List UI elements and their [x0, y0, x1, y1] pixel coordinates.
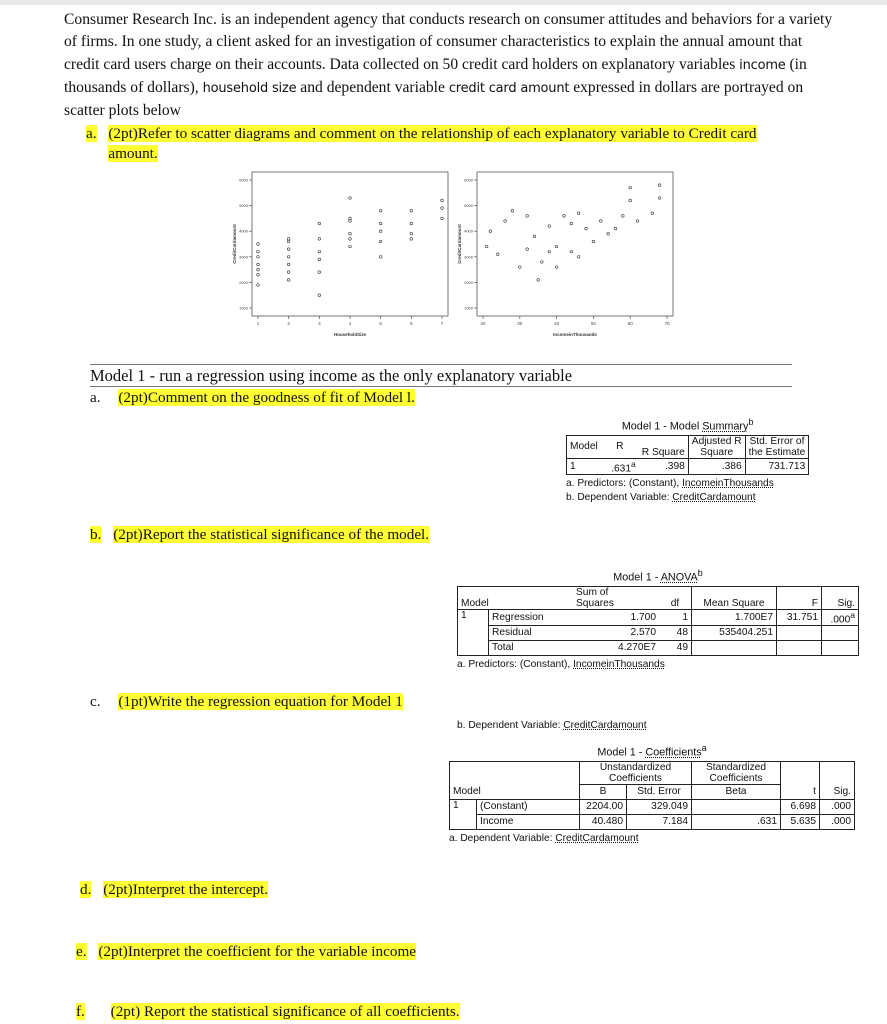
scatter-household-point — [318, 250, 321, 253]
anova-header-f: F — [777, 586, 822, 609]
scatter-income-point — [629, 186, 632, 189]
scatter-income-point — [636, 220, 639, 223]
scatter-income-point — [607, 232, 610, 235]
question-d-text: (2pt)Interpret the intercept. — [103, 881, 269, 898]
scatter-income-point — [533, 235, 536, 238]
scatter-household-point — [257, 268, 260, 271]
scatter-household — [230, 166, 456, 345]
coef-row-constant-se: 329.049 — [627, 799, 692, 814]
anova-model: 1 — [458, 609, 489, 655]
intro-paragraph — [64, 9, 834, 122]
summary-se: 731.713 — [745, 458, 809, 474]
scatter-income-xtick-label: 70 — [664, 321, 670, 326]
scatter-income-point — [519, 266, 522, 269]
coef-header-std: Standardized Coefficients — [692, 761, 781, 784]
scatter-household-point — [410, 238, 413, 241]
coef-row-constant-sig: .000 — [820, 799, 855, 814]
scatter-income-point — [622, 215, 625, 218]
anova-row-regression-sig: .000$^a$ — [822, 609, 859, 625]
intro-text-3: and dependent variable — [296, 78, 449, 96]
scatter-income-xtick-label: 30 — [517, 321, 523, 326]
question-c — [90, 692, 403, 712]
scatter-household-point — [318, 222, 321, 225]
scatter-income-point — [548, 225, 551, 228]
intro-text-4: expressed in dollars are portrayed on scatter plots below — [64, 78, 804, 120]
scatter-income-point — [592, 240, 595, 243]
scatter-household-point — [318, 271, 321, 274]
scatter-household-point — [349, 217, 352, 220]
scatter-household-point — [349, 238, 352, 241]
scatter-household-xtick-label: 1 — [256, 321, 260, 326]
intro-var-income: income — [739, 57, 786, 73]
scatter-income-ylabel: CreditCardamount — [457, 224, 462, 264]
scatter-household-ytick-label: 1000 — [239, 305, 248, 311]
question-b — [90, 525, 429, 545]
scatter-household-point — [410, 222, 413, 225]
scatter-income-xtick-label: 20 — [480, 321, 486, 326]
model1-title: Model 1 - run a regression using income as the only explanatory variable — [90, 366, 792, 387]
scatter-income-ytick-label: 3000 — [464, 254, 473, 260]
scatter-household-point — [410, 232, 413, 235]
coef-model: 1 — [450, 799, 477, 829]
scatter-household-point — [349, 232, 352, 235]
model-summary-title: Model 1 - Model Summary$^b$ — [621, 417, 754, 433]
scatter-income-ytick-label: 5000 — [464, 203, 473, 209]
anova-header-model: Model — [458, 586, 574, 609]
scatter-household-xtick-label: 2 — [287, 321, 290, 326]
anova-header-ms: Mean Square — [692, 586, 777, 609]
coef-row-constant-t: 6.698 — [781, 799, 820, 814]
scatter-income-point — [599, 220, 602, 223]
scatter-household-xtick-label: 6 — [410, 321, 413, 326]
scatter-income-svg — [455, 166, 681, 340]
scatter-income-point — [570, 222, 573, 225]
anova-row-total-sig — [822, 640, 859, 655]
scatter-household-ylabel: CreditCardamount — [232, 224, 237, 264]
summary-rsq: .398 — [639, 458, 689, 474]
question-model-a-label: a. — [90, 389, 101, 406]
scatter-household-point — [318, 258, 321, 261]
scatter-income-point — [658, 197, 661, 200]
scatter-household-point — [318, 294, 321, 297]
scatter-income-point — [577, 256, 580, 259]
summary-adj: .386 — [688, 458, 745, 474]
anova-row-total-f — [777, 640, 822, 655]
coef-header-blank — [450, 761, 580, 784]
coef-dependent-note: b. Dependent Variable: CreditCardamount — [457, 720, 647, 731]
summary-header-rsq: R Square — [639, 435, 689, 458]
anova-row-residual-ms: 535404.251 — [692, 625, 777, 640]
scatter-household-svg — [230, 166, 456, 340]
scatter-household-ytick-label: 5000 — [239, 203, 248, 209]
anova-header-df: df — [659, 586, 692, 609]
scatter-household-frame — [252, 172, 448, 316]
intro-text-1: Consumer Research Inc. is an independent agency that conducts research on consumer attitudes and behaviors for a variety of firms. In one study, a client asked for an investigation of consumer characteristics to explain the annual amount that credit card users charge on their accounts. Data collected on 50 credit card holders on explanatory variables — [64, 11, 833, 73]
anova-row-residual-df: 48 — [659, 625, 692, 640]
scatter-income-point — [651, 212, 654, 215]
scatter-income-point — [585, 227, 588, 230]
scatter-household-point — [410, 209, 413, 212]
scatter-income-point — [555, 266, 558, 269]
anova-row-residual-f — [777, 625, 822, 640]
scatter-household-point — [441, 217, 444, 220]
scatter-household-point — [379, 209, 382, 212]
coef-header-beta: Beta — [692, 784, 781, 799]
coef-row-income-t: 5.635 — [781, 814, 820, 829]
question-a-text: (2pt)Refer to scatter diagrams and comment on the relationship of each explanatory variable to Credit card amount. — [108, 125, 757, 162]
coef-title: Model 1 - Coefficients$^a$ — [597, 743, 707, 759]
summary-header-r: R — [601, 435, 639, 458]
scatter-income — [455, 166, 681, 345]
scatter-household-xtick-label: 7 — [440, 321, 444, 326]
scatter-income-point — [485, 245, 488, 248]
anova-note-a: a. Predictors: (Constant), IncomeinThousands — [457, 658, 665, 670]
summary-r: .631$^a$ — [601, 458, 639, 474]
scatter-household-point — [379, 222, 382, 225]
question-e — [76, 942, 416, 962]
question-f-label: f. — [76, 1003, 85, 1020]
coef-row-income-sig: .000 — [820, 814, 855, 829]
intro-text-2: (in thousands of dollars), — [64, 55, 807, 96]
anova-row-regression-ms: 1.700E7 — [692, 609, 777, 625]
summary-header-model: Model — [567, 435, 601, 458]
anova-table — [457, 568, 859, 670]
scatter-income-point — [614, 227, 617, 230]
scatter-income-point — [526, 215, 529, 218]
intro-var-credit: credit card amount — [448, 80, 570, 96]
anova-row-regression-df: 1 — [659, 609, 692, 625]
scatter-household-point — [379, 230, 382, 233]
model-summary-table — [566, 417, 809, 503]
top-bar — [0, 0, 887, 5]
scatter-household-point — [441, 207, 444, 210]
anova-row-regression-ss: 1.700 — [573, 609, 659, 625]
scatter-household-point — [379, 256, 382, 259]
coef-row-income-se: 7.184 — [627, 814, 692, 829]
scatter-household-point — [257, 256, 260, 259]
scatter-household-point — [349, 220, 352, 223]
anova-row-residual-ss: 2.570 — [573, 625, 659, 640]
scatter-income-point — [548, 250, 551, 253]
scatter-income-point — [570, 250, 573, 253]
scatter-household-xtick-label: 3 — [318, 321, 321, 326]
scatter-income-frame — [477, 172, 673, 316]
scatter-household-ytick-label: 6000 — [239, 177, 248, 183]
anova-row-total-name: Total — [489, 640, 574, 655]
scatter-household-point — [287, 248, 290, 251]
scatter-household-point — [349, 245, 352, 248]
scatter-household-point — [257, 263, 260, 266]
scatter-income-point — [577, 212, 580, 215]
anova-row-residual-sig — [822, 625, 859, 640]
scatter-income-point — [541, 261, 544, 264]
summary-header-se: Std. Error of the Estimate — [745, 435, 809, 458]
coef-header-unstd: Unstandardized Coefficients — [580, 761, 692, 784]
coef-header-sig: Sig. — [820, 784, 855, 799]
summary-note-b: b. Dependent Variable: CreditCardamount — [566, 491, 756, 503]
scatter-household-point — [257, 250, 260, 253]
scatter-household-point — [287, 263, 290, 266]
scatter-household-point — [287, 279, 290, 282]
scatter-household-xtick-label: 5 — [379, 321, 382, 326]
scatter-household-point — [349, 197, 352, 200]
coef-header-se: Std. Error — [627, 784, 692, 799]
scatter-household-point — [287, 240, 290, 243]
question-c-text: (1pt)Write the regression equation for Model 1 — [118, 693, 403, 710]
anova-header-ss: Sum of Squares — [573, 586, 659, 609]
scatter-income-xtick-label: 40 — [554, 321, 560, 326]
coef-header-b: B — [580, 784, 627, 799]
scatter-household-point — [318, 238, 321, 241]
scatter-household-ytick-label: 4000 — [239, 228, 248, 234]
anova-row-residual-name: Residual — [489, 625, 574, 640]
coef-row-constant-b: 2204.00 — [580, 799, 627, 814]
question-f-text: (2pt) Report the statistical significance of all coefficients. — [110, 1003, 460, 1020]
scatter-household-xtick-label: 4 — [348, 321, 352, 326]
anova-row-regression-name: Regression — [489, 609, 574, 625]
scatter-income-point — [504, 220, 507, 223]
scatter-household-point — [257, 273, 260, 276]
coef-header-t: t — [781, 784, 820, 799]
coef-row-income-beta: .631 — [692, 814, 781, 829]
coef-note-a: a. Dependent Variable: CreditCardamount — [449, 832, 639, 844]
scatter-income-xlabel: IncomeinThousands — [553, 332, 597, 337]
scatter-household-point — [257, 243, 260, 246]
question-e-text: (2pt)Interpret the coefficient for the variable income — [98, 943, 417, 960]
anova-row-total-ss: 4.270E7 — [573, 640, 659, 655]
scatter-income-point — [511, 209, 514, 212]
scatter-income-ytick-label: 1000 — [464, 305, 473, 311]
scatter-household-xlabel: HouseholdSize — [333, 332, 367, 337]
question-e-label: e. — [76, 943, 87, 960]
model1-section — [90, 364, 792, 387]
scatter-household-point — [287, 271, 290, 274]
question-b-text: (2pt)Report the statistical significance of the model. — [113, 526, 430, 543]
coef-row-income-name: Income — [477, 814, 580, 829]
coefficients-table — [449, 720, 855, 844]
scatter-income-point — [555, 245, 558, 248]
scatter-income-ytick-label: 4000 — [464, 228, 473, 234]
scatter-income-point — [563, 215, 566, 218]
scatter-income-point — [658, 184, 661, 187]
question-b-label: b. — [90, 526, 102, 543]
scatter-income-ytick-label: 2000 — [464, 279, 473, 285]
intro-var-household: household size — [202, 80, 297, 96]
scatter-household-point — [287, 256, 290, 259]
scatter-income-point — [629, 199, 632, 202]
question-model-a-text: (2pt)Comment on the goodness of fit of Model l. — [118, 389, 415, 406]
summary-model: 1 — [567, 458, 601, 474]
scatter-household-ytick-label: 2000 — [239, 279, 248, 285]
anova-row-regression-f: 31.751 — [777, 609, 822, 625]
scatter-income-point — [489, 230, 492, 233]
question-d — [80, 880, 268, 900]
anova-row-total-ms — [692, 640, 777, 655]
scatter-household-point — [287, 238, 290, 241]
coef-row-constant-beta — [692, 799, 781, 814]
question-a-label: a. — [86, 125, 97, 142]
question-f — [76, 1002, 460, 1022]
question-model-a — [90, 388, 415, 408]
anova-header-sig: Sig. — [822, 586, 859, 609]
summary-note-a: a. Predictors: (Constant), IncomeinThousands — [566, 477, 774, 489]
coef-row-income-b: 40.480 — [580, 814, 627, 829]
coef-row-constant-name: (Constant) — [477, 799, 580, 814]
scatter-household-point — [257, 284, 260, 287]
scatter-income-point — [526, 248, 529, 251]
anova-row-total-df: 49 — [659, 640, 692, 655]
scatter-income-xtick-label: 60 — [627, 321, 633, 326]
scatter-income-point — [496, 253, 499, 256]
anova-title: Model 1 - ANOVA$^b$ — [613, 568, 703, 584]
summary-header-adj: Adjusted R Square — [688, 435, 745, 458]
scatter-household-point — [441, 199, 444, 202]
question-a — [86, 124, 826, 164]
scatter-income-ytick-label: 6000 — [464, 177, 473, 183]
question-c-label: c. — [90, 693, 101, 710]
question-d-label: d. — [80, 881, 92, 898]
scatter-household-ytick-label: 3000 — [239, 254, 248, 260]
scatter-income-point — [537, 279, 540, 282]
scatter-income-xtick-label: 50 — [590, 321, 596, 326]
coef-header-model: Model — [450, 784, 580, 799]
scatter-household-point — [379, 240, 382, 243]
